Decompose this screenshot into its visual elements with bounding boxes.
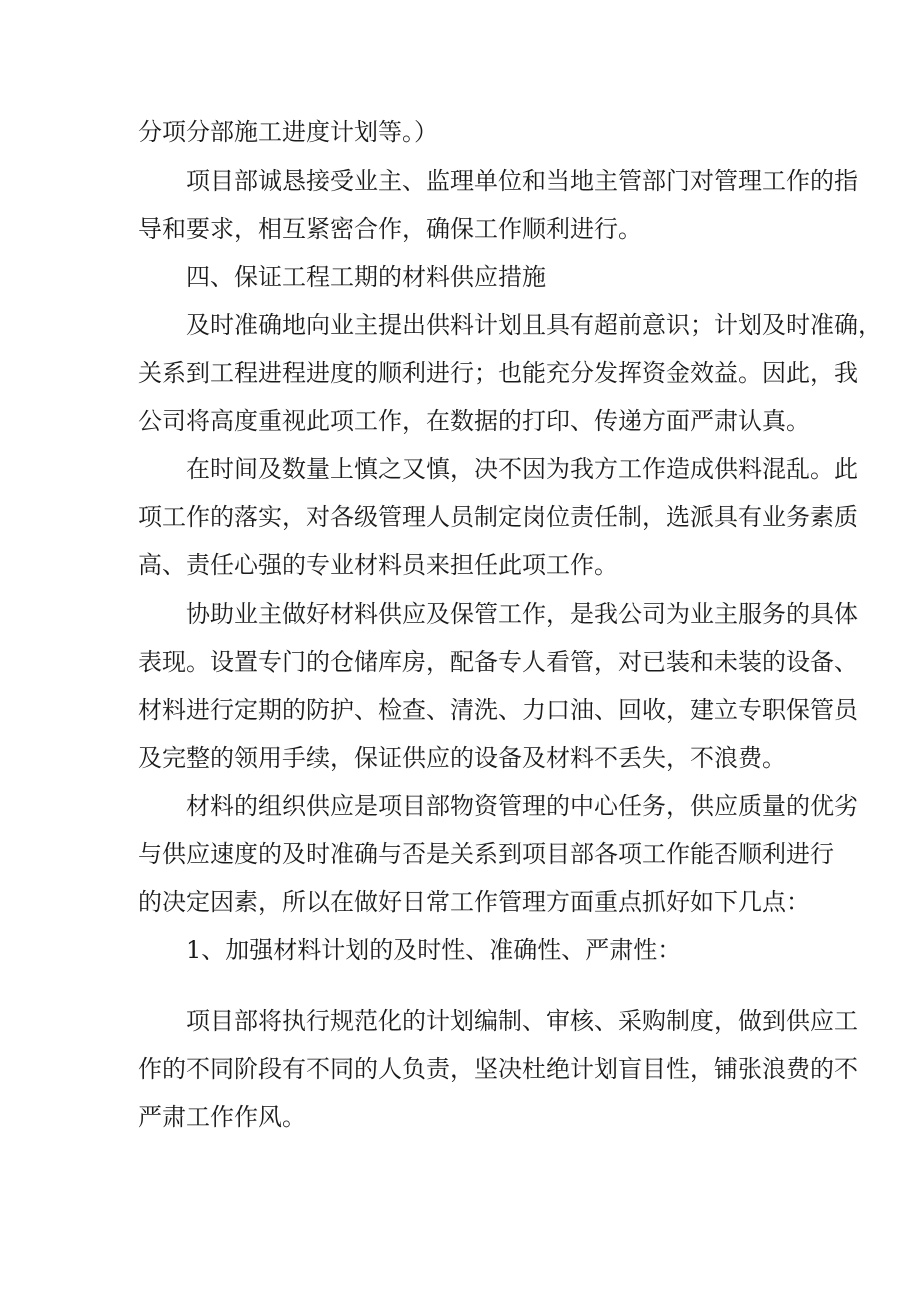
paragraph-start-line: 及时准确地向业主提出供料计划且具有超前意识；计划及时准确， — [186, 311, 882, 339]
text-line: 关系到工程进程进度的顺利进行；也能充分发挥资金效益。因此，我 — [138, 359, 858, 387]
text-line: 材料进行定期的防护、检查、清洗、力口油、回收，建立专职保管员 — [138, 696, 858, 724]
text-line: 及完整的领用手续，保证供应的设备及材料不丢失，不浪费。 — [138, 744, 786, 772]
paragraph-start-line: 项目部诚恳接受业主、监理单位和当地主管部门对管理工作的指 — [186, 167, 858, 195]
text-line: 与供应速度的及时准确与否是关系到项目部各项工作能否顺利进行 — [138, 840, 834, 868]
text-line: 分项分部施工进度计划等。） — [138, 118, 438, 146]
list-item-heading: 1、加强材料计划的及时性、准确性、严肃性： — [186, 936, 682, 964]
text-line: 严肃工作作风。 — [138, 1103, 306, 1131]
text-line: 项工作的落实，对各级管理人员制定岗位责任制，选派具有业务素质 — [138, 503, 858, 531]
paragraph-start-line: 项目部将执行规范化的计划编制、审核、采购制度，做到供应工 — [186, 1007, 858, 1035]
text-line: 作的不同阶段有不同的人负责，坚决杜绝计划盲目性，铺张浪费的不 — [138, 1055, 858, 1083]
section-heading: 四、保证工程工期的材料供应措施 — [186, 263, 546, 291]
text-line: 表现。设置专门的仓储库房，配备专人看管，对已装和未装的设备、 — [138, 648, 858, 676]
text-line: 公司将高度重视此项工作，在数据的打印、传递方面严肃认真。 — [138, 407, 810, 435]
text-line: 导和要求，相互紧密合作，确保工作顺利进行。 — [138, 215, 642, 243]
paragraph-start-line: 在时间及数量上慎之又慎，决不因为我方工作造成供料混乱。此 — [186, 455, 858, 483]
text-line: 高、责任心强的专业材料员来担任此项工作。 — [138, 551, 618, 579]
text-line: 的决定因素，所以在做好日常工作管理方面重点抓好如下几点： — [138, 888, 810, 916]
paragraph-start-line: 协助业主做好材料供应及保管工作，是我公司为业主服务的具体 — [186, 600, 858, 628]
paragraph-start-line: 材料的组织供应是项目部物资管理的中心任务，供应质量的优劣 — [186, 792, 858, 820]
